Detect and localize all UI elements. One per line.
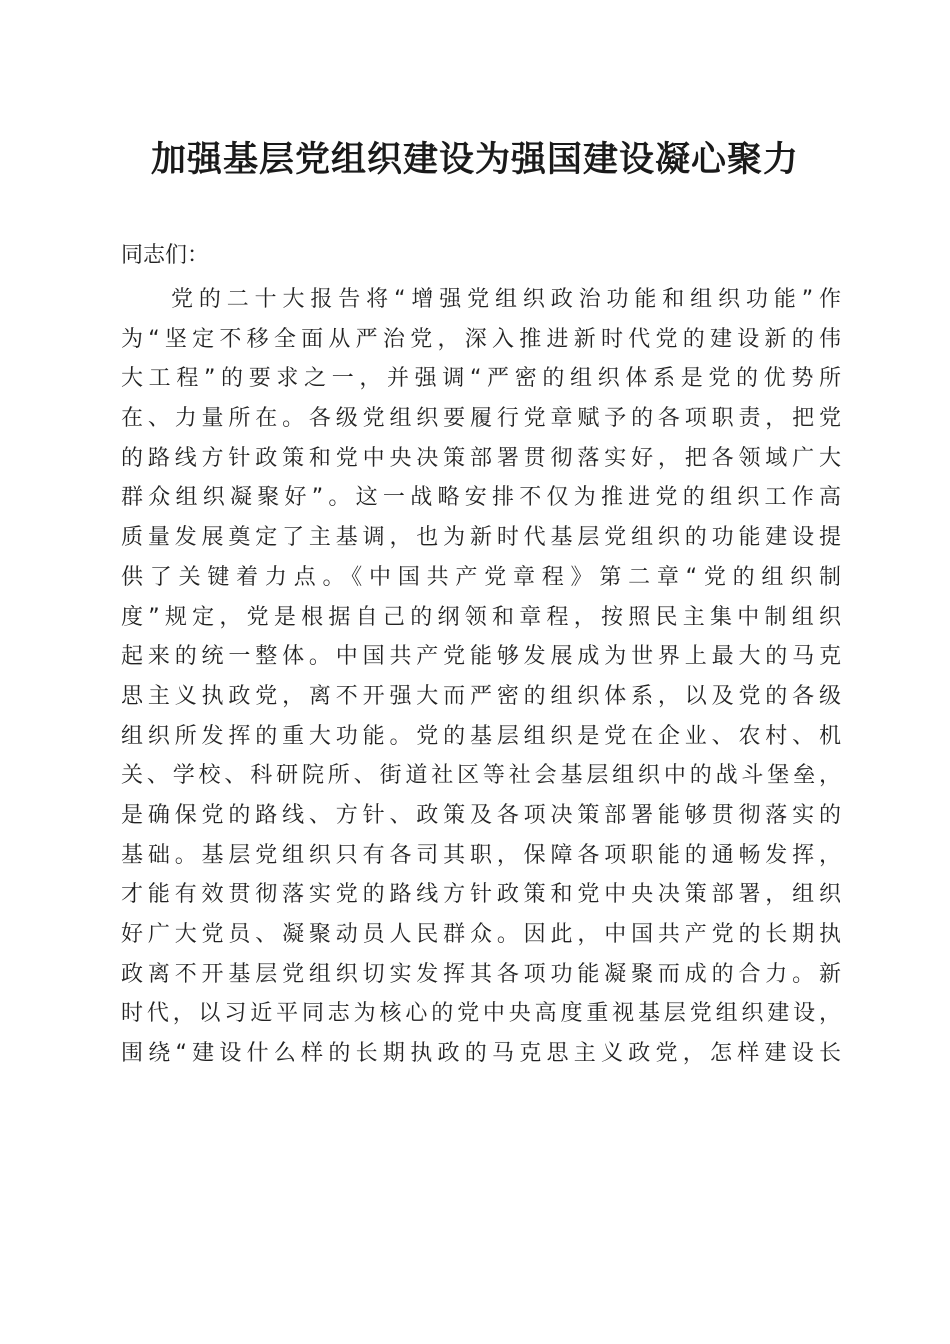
paragraph-line: 政离不开基层党组织切实发挥其各项功能凝聚而成的合力。新 <box>121 961 841 987</box>
paragraph-line: 好广大党员、凝聚动员人民群众。因此，中国共产党的长期执 <box>121 922 841 947</box>
paragraph-line: 在、力量所在。各级党组织要履行党章赋予的各项职责，把党 <box>121 406 841 432</box>
paragraph-line: 群众组织凝聚好”。这一战略安排不仅为推进党的组织工作高 <box>121 485 841 511</box>
paragraph-line: 质量发展奠定了主基调，也为新时代基层党组织的功能建设提 <box>121 525 841 551</box>
paragraph-line: 才能有效贯彻落实党的路线方针政策和党中央决策部署，组织 <box>121 882 841 908</box>
paragraph-line: 党的二十大报告将“增强党组织政治功能和组织功能”作 <box>171 287 841 312</box>
paragraph-line: 大工程”的要求之一，并强调“严密的组织体系是党的优势所 <box>121 366 841 392</box>
paragraph-line: 组织所发挥的重大功能。党的基层组织是党在企业、农村、机 <box>121 723 841 749</box>
paragraph-line: 围绕“建设什么样的长期执政的马克思主义政党，怎样建设长 <box>121 1041 841 1067</box>
salutation: 同志们： <box>121 243 210 268</box>
paragraph-line: 供了关键着力点。《中国共产党章程》第二章“党的组织制 <box>121 564 841 590</box>
paragraph-line: 时代，以习近平同志为核心的党中央高度重视基层党组织建设， <box>121 1001 841 1027</box>
paragraph-line: 为“坚定不移全面从严治党，深入推进新时代党的建设新的伟 <box>121 326 841 352</box>
body-paragraph <box>121 280 841 1074</box>
paragraph-line: 度”规定，党是根据自己的纲领和章程，按照民主集中制组织 <box>121 604 841 630</box>
document-title: 加强基层党组织建设为强国建设凝心聚力 <box>150 139 799 180</box>
paragraph-line: 基础。基层党组织只有各司其职，保障各项职能的通畅发挥， <box>121 842 841 868</box>
paragraph-line: 起来的统一整体。中国共产党能够发展成为世界上最大的马克 <box>121 644 841 670</box>
paragraph-line: 是确保党的路线、方针、政策及各项决策部署能够贯彻落实的 <box>121 802 841 828</box>
paragraph-line: 思主义执政党，离不开强大而严密的组织体系，以及党的各级 <box>121 683 841 709</box>
paragraph-line: 关、学校、科研院所、街道社区等社会基层组织中的战斗堡垒， <box>121 763 841 789</box>
paragraph-line: 的路线方针政策和党中央决策部署贯彻落实好，把各领域广大 <box>121 445 841 471</box>
